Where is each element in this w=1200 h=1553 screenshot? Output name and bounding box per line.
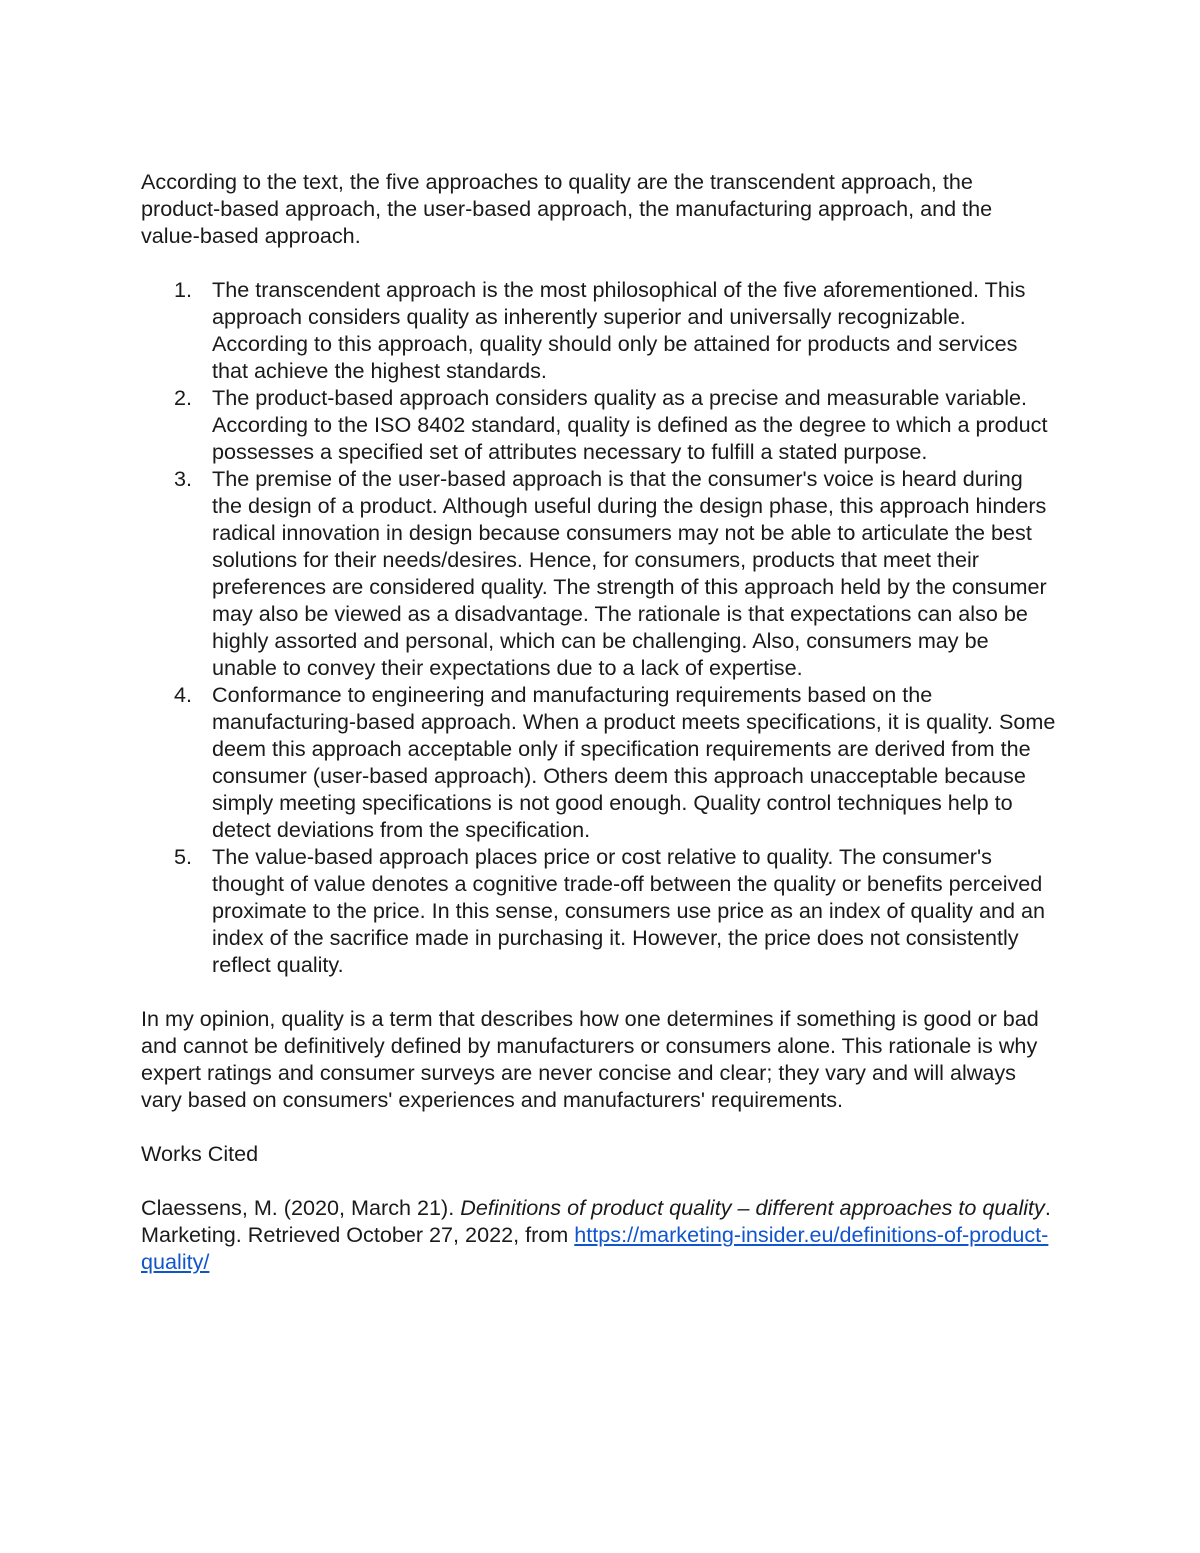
opinion-paragraph: In my opinion, quality is a term that describes how one determines if something is good or bad and cannot be definitively defined by manufacturers or consumers alone. This rationale is why expert ratings and consumer surveys are never concise and clear; they vary and will always vary based on consumers' experiences and manufacturers' requirements. <box>141 1006 1039 1112</box>
list-item-number: 5. <box>174 844 193 869</box>
intro-paragraph: According to the text, the five approaches to quality are the transcendent approach, the product-based approach, the user-based approach, the manufacturing approach, and the value-based approach. <box>141 169 993 248</box>
citation-entry <box>141 1194 1056 1275</box>
list-item <box>141 843 1056 978</box>
list-item-text: The premise of the user-based approach is that the consumer's voice is heard during the design of a product. Although useful during the design phase, this approach hinders radical innovation in design because consumers may not be able to articulate the best solutions for their needs/desires. Hence, for consumers, products that meet their preferences are considered quality. The strength of this approach held by the consumer may also be viewed as a disadvantage. The rationale is that expectations can also be highly assorted and personal, which can be challenging. Also, consumers may be unable to convey their expectations due to a lack of expertise. <box>212 466 1047 680</box>
list-item-number: 4. <box>174 682 193 707</box>
list-item <box>141 681 1056 843</box>
list-item-number: 3. <box>174 466 193 491</box>
list-item-text: Conformance to engineering and manufacturing requirements based on the manufacturing-based approach. When a product meets specifications, it is quality. Some deem this approach acceptable only if specification requirements are derived from the consumer (user-based approach). Others deem this approach unacceptable because simply meeting specifications is not good enough. Quality control techniques help to detect deviations from the specification. <box>212 682 1056 842</box>
list-item <box>141 276 1056 384</box>
approaches-list <box>141 276 1056 978</box>
list-item <box>141 384 1056 465</box>
citation-author-date: Claessens, M. (2020, March 21). <box>141 1195 461 1220</box>
list-item-text: The value-based approach places price or cost relative to quality. The consumer's thought of value denotes a cognitive trade-off between the quality or benefits perceived proximate to the price. In this sense, consumers use price as an index of quality and an index of the sacrifice made in purchasing it. However, the price does not consistently reflect quality. <box>212 844 1046 977</box>
list-item-number: 2. <box>174 385 193 410</box>
list-item <box>141 465 1056 681</box>
list-item-text: The transcendent approach is the most philosophical of the five aforementioned. This approach considers quality as inherently superior and universally recognizable. According to this approach, quality should only be attained for products and services that achieve the highest standards. <box>212 277 1026 383</box>
citation-link[interactable]: https://marketing-insider.eu/definitions-of-product-quality/ <box>141 1222 1049 1274</box>
citation-title: Definitions of product quality – different approaches to quality <box>460 1195 1045 1220</box>
works-cited-heading: Works Cited <box>141 1141 259 1166</box>
citation-publisher-retrieved: . Marketing. Retrieved October 27, 2022, from <box>141 1195 1051 1247</box>
list-item-text: The product-based approach considers quality as a precise and measurable variable. According to the ISO 8402 standard, quality is defined as the degree to which a product possesses a specified set of attributes necessary to fulfill a stated purpose. <box>212 385 1048 464</box>
document-page <box>141 168 1056 1275</box>
list-item-number: 1. <box>174 277 193 302</box>
